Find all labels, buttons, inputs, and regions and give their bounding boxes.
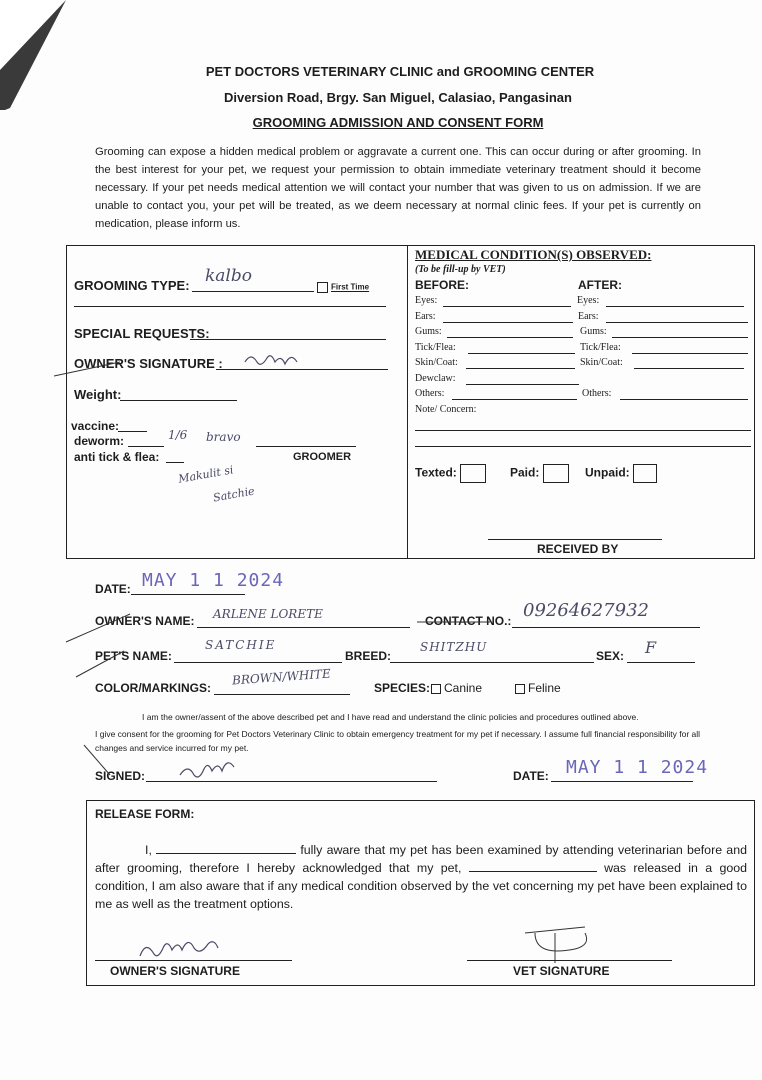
grooming-type-value: kalbo: [205, 266, 252, 286]
before-gums-line: [447, 337, 573, 338]
grooming-type-line: [192, 291, 314, 292]
groomer-label: GROOMER: [293, 451, 352, 463]
grooming-type-label: GROOMING TYPE:: [74, 278, 190, 293]
breed-line: [390, 662, 594, 663]
species-canine-label: Canine: [444, 681, 483, 695]
owner-sig-line: [95, 960, 292, 961]
species-label: SPECIES:: [374, 681, 431, 695]
owner-name-label: OWNER'S NAME:: [95, 614, 195, 628]
before-others: Others:: [415, 388, 445, 399]
contact-value: 09264627932: [523, 600, 649, 621]
before-ears: Ears:: [415, 311, 436, 322]
release-paragraph: [95, 841, 747, 913]
paid-checkbox[interactable]: [510, 464, 569, 483]
first-time-checkbox[interactable]: [317, 282, 369, 293]
medical-subtitle: (To be fill-up by VET): [415, 264, 506, 275]
texted-label: Texted:: [415, 465, 457, 480]
deworm-value: 1/6: [168, 428, 188, 442]
vaccine-label: vaccine:: [71, 419, 120, 433]
color-value: BROWN/WHITE: [231, 666, 332, 688]
release-text-1: fully aware that my pet has been examined by attending veterinarian before and after grooming, therefore I hereby acknowledged that my pet,: [95, 843, 747, 875]
pet-name-label: PET'S NAME:: [95, 649, 172, 663]
sex-line: [627, 662, 695, 663]
after-ears-line: [606, 322, 748, 323]
weight-line: [120, 400, 237, 401]
signed-label: SIGNED:: [95, 769, 146, 783]
before-others-line: [452, 399, 577, 400]
before-tick: Tick/Flea:: [415, 342, 456, 353]
form-title: GROOMING ADMISSION AND CONSENT FORM: [252, 115, 544, 130]
weight-label: Weight:: [74, 387, 122, 402]
after-eyes-line: [606, 306, 744, 307]
before-gums: Gums:: [415, 326, 442, 337]
received-by-line: [488, 539, 662, 540]
after-skin: Skin/Coat:: [580, 357, 623, 368]
after-tick-line: [632, 353, 748, 354]
contact-line: [512, 627, 700, 628]
pet-name-tick: [70, 645, 130, 685]
before-skin: Skin/Coat:: [415, 357, 458, 368]
grooming-extra-line: [74, 306, 386, 307]
groomer-note-line2: Satchie: [212, 484, 256, 505]
species-feline-label: Feline: [528, 681, 561, 695]
release-owner-signature-drawing: [130, 932, 240, 962]
date-line: [131, 594, 245, 595]
date-stamp: MAY 1 1 2024: [142, 570, 285, 591]
species-canine-option[interactable]: [431, 681, 482, 695]
consent-date-label: DATE:: [513, 769, 549, 783]
after-tick: Tick/Flea:: [580, 342, 621, 353]
consent-date-line: [551, 781, 693, 782]
intro-paragraph: Grooming can expose a hidden medical problem or aggravate a current one. This can occur during or after grooming. In the best interest for your pet, we request your permission to obtain immediate veterinary treatment should it become necessary. If your pet needs medical attention we will contact your number that was given to us on admission. If we are unable to contact you, your pet will be treated, as we deem necessary at normal clinic fees. If your pet is currently on medication, please inform us.: [95, 146, 701, 230]
medical-title: MEDICAL CONDITION(S) OBSERVED:: [415, 247, 652, 262]
contact-strike: [415, 612, 495, 632]
consent-line-2: I give consent for the grooming for Pet Doctors Veterinary Clinic to obtain emergency treatment for my pet if necessary. I assume full financial responsibility for all changes and service incurred for my pet.: [95, 729, 701, 753]
deworm-extra-line: [256, 446, 356, 447]
release-text-2: was released in a good condition, I am also aware that if any medical condition observed by the vet concerning my pet have been explained to me as well as the treatment options.: [95, 861, 748, 911]
after-others-line: [620, 399, 748, 400]
after-others: Others:: [582, 388, 612, 399]
vet-signature-label: VET SIGNATURE: [513, 964, 610, 978]
release-i: I,: [145, 843, 152, 857]
vet-sig-line: [467, 960, 672, 961]
after-skin-line: [634, 368, 744, 369]
deworm-line: [128, 446, 164, 447]
before-ears-line: [443, 322, 573, 323]
texted-checkbox[interactable]: [415, 464, 486, 483]
sex-label: SEX:: [596, 649, 625, 663]
owner-signature-label: OWNER'S SIGNATURE :: [74, 356, 223, 371]
after-gums-line: [612, 337, 748, 338]
clinic-name: PET DOCTORS VETERINARY CLINIC and GROOMING CENTER: [205, 64, 595, 79]
anti-tick-line: [166, 462, 184, 463]
note-line-1: [415, 430, 751, 431]
consent-line-1: I am the owner/assent of the above described pet and I have read and understand the clinic policies and procedures outlined above.: [142, 712, 639, 722]
date-label: DATE:: [95, 582, 131, 596]
owner-name-line: [197, 627, 410, 628]
breed-label: BREED:: [345, 649, 392, 663]
before-label: BEFORE:: [415, 278, 469, 292]
owner-signature-drawing: [50, 340, 370, 380]
after-gums: Gums:: [580, 326, 607, 337]
unpaid-checkbox[interactable]: [585, 464, 657, 483]
note-line-2: [415, 446, 751, 447]
after-ears: Ears:: [578, 311, 599, 322]
sex-value: F: [645, 638, 657, 657]
before-skin-line: [466, 368, 575, 369]
owner-name-value: ARLENE LORETE: [213, 607, 323, 621]
species-feline-option[interactable]: [515, 681, 561, 695]
before-eyes: Eyes:: [415, 295, 438, 306]
pet-name-value: SATCHIE: [205, 638, 277, 652]
received-by-label: RECEIVED BY: [537, 542, 619, 556]
release-pet-blank: [469, 861, 597, 872]
color-label: COLOR/MARKINGS:: [95, 681, 211, 695]
release-name-blank: [156, 843, 296, 854]
before-dewclaw: Dewclaw:: [415, 373, 456, 384]
before-eyes-line: [443, 306, 571, 307]
owner-signature-label-bottom: OWNER'S SIGNATURE: [110, 964, 240, 978]
breed-value: SHITZHU: [420, 640, 488, 654]
release-title: RELEASE FORM:: [95, 807, 195, 821]
deworm-extra: bravo: [206, 430, 241, 444]
unpaid-label: Unpaid:: [585, 465, 630, 480]
anti-tick-label: anti tick & flea:: [74, 450, 160, 464]
box-divider: [407, 245, 408, 558]
contact-label: CONTACT NO.:: [425, 614, 512, 628]
after-eyes: Eyes:: [577, 295, 600, 306]
special-requests-label: SPECIAL REQUESTS:: [74, 326, 210, 341]
owner-signed-drawing: [80, 735, 300, 785]
after-label: AFTER:: [578, 278, 622, 292]
owner-name-tick: [60, 610, 140, 650]
note-concern-label: Note/ Concern:: [415, 404, 477, 415]
first-time-label: First Time: [331, 282, 370, 292]
before-tick-line: [468, 353, 575, 354]
consent-date-stamp: MAY 1 1 2024: [566, 757, 709, 778]
paid-label: Paid:: [510, 465, 540, 480]
clinic-address: Diversion Road, Brgy. San Miguel, Calasiao, Pangasinan: [224, 90, 572, 105]
color-line: [214, 694, 350, 695]
before-dewclaw-line: [466, 384, 579, 385]
vaccine-line: [118, 431, 147, 432]
groomer-note-line1: Makulit si: [177, 463, 235, 486]
deworm-label: deworm:: [74, 434, 125, 448]
pet-name-line: [174, 662, 342, 663]
